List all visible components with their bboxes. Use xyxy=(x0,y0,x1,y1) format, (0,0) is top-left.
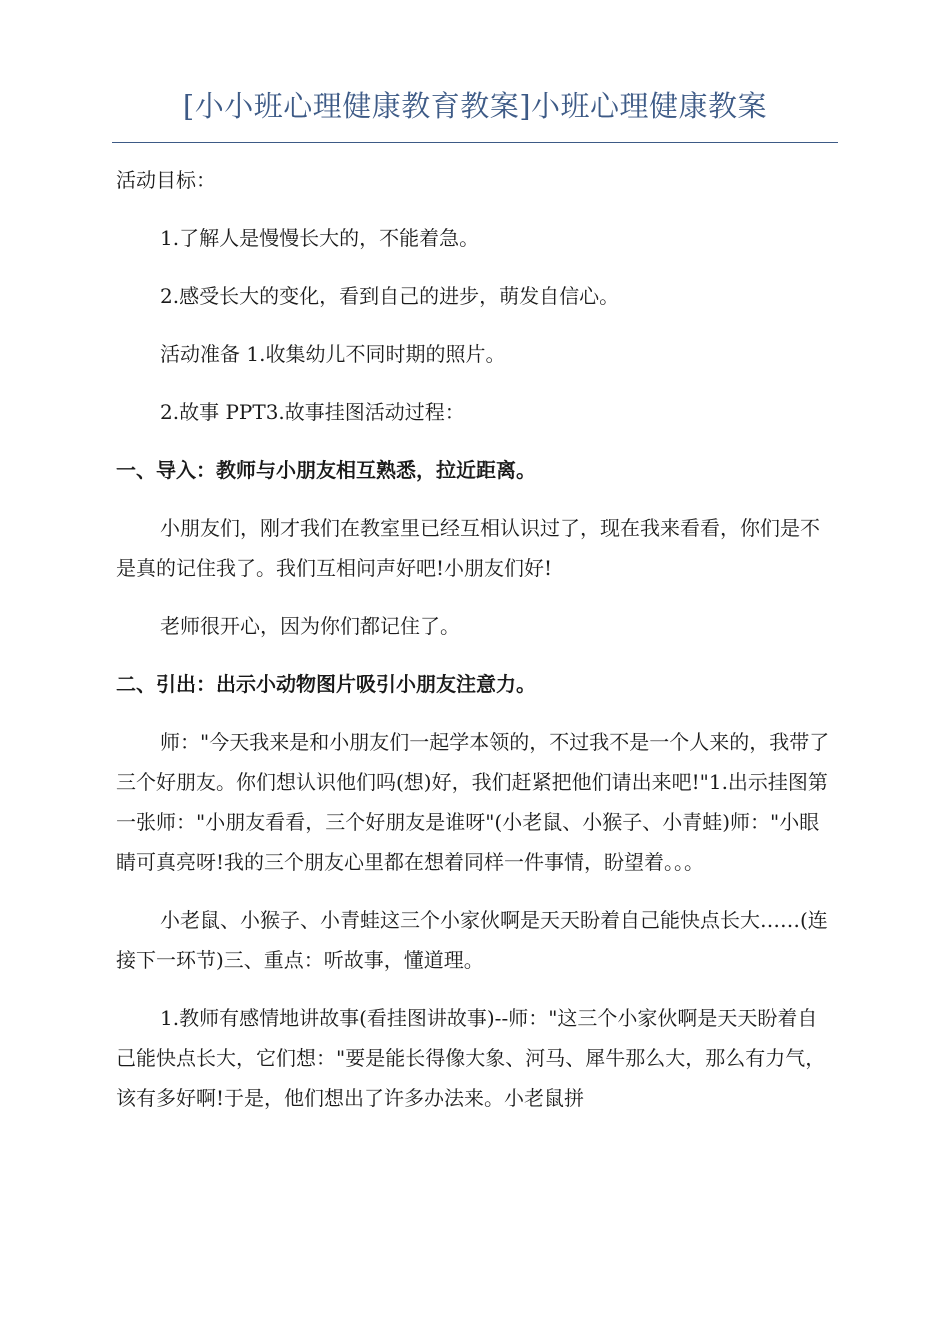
section-label-goals: 活动目标： xyxy=(116,168,216,192)
goal-item-1: 1.了解人是慢慢长大的，不能着急。 xyxy=(160,226,480,250)
body-paragraph: 师："今天我来是和小朋友们一起学本领的，不过我不是一个人来的，我带了三个好朋友。你们想认识他们吗(想)好，我们赶紧把他们请出来吧!"1.出示挂图第一张师："小朋友看看，三个好朋友是谁呀"(小老鼠、小猴子、小青蛙)师："小眼睛可真亮呀!我的三个朋友心里都在想着同样一件事情，盼望着。。。 xyxy=(116,730,830,874)
section-heading-intro: 一、导入：教师与小朋友相互熟悉，拉近距离。 xyxy=(116,458,536,482)
preparation-item-1: 活动准备 1.收集幼儿不同时期的照片。 xyxy=(160,342,506,366)
body-paragraph: 1.教师有感情地讲故事(看挂图讲故事)--师："这三个小家伙啊是天天盼着自己能快点长大，它们想："要是能长得像大象、河马、犀牛那么大，那么有力气，该有多好啊!于是，他们想出了许多办法来。小老鼠拼 xyxy=(116,1006,826,1110)
body-paragraph: 老师很开心，因为你们都记住了。 xyxy=(160,614,460,638)
preparation-item-2: 2.故事 PPT3.故事挂图活动过程： xyxy=(160,400,465,424)
section-heading-lead-in: 二、引出：出示小动物图片吸引小朋友注意力。 xyxy=(116,672,536,696)
document-title: [小小班心理健康教育教案]小班心理健康教案 xyxy=(182,89,768,123)
title-divider xyxy=(112,142,838,143)
goal-item-2: 2.感受长大的变化，看到自己的进步，萌发自信心。 xyxy=(160,284,620,308)
document-body xyxy=(116,160,836,1136)
body-paragraph: 小老鼠、小猴子、小青蛙这三个小家伙啊是天天盼着自己能快点长大……(连接下一环节)三、重点：听故事，懂道理。 xyxy=(116,908,828,972)
body-paragraph: 小朋友们，刚才我们在教室里已经互相认识过了，现在我来看看，你们是不是真的记住我了。我们互相问声好吧!小朋友们好! xyxy=(116,516,820,580)
